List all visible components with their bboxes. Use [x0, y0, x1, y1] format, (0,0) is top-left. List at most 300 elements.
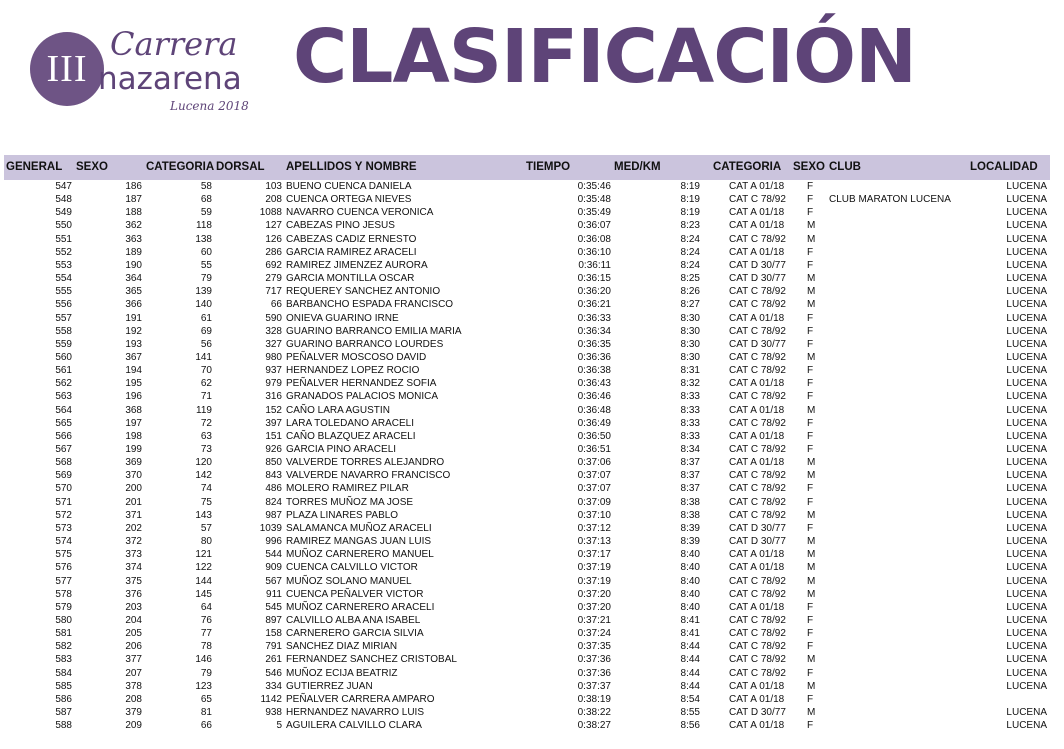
logo-numeral-badge: III: [30, 32, 104, 106]
cell-medkm: 8:26: [680, 286, 700, 298]
cell-categoria: CAT C 78/92: [729, 299, 786, 311]
cell-tiempo: 0:36:50: [577, 430, 611, 442]
cell-medkm: 8:38: [680, 496, 700, 508]
cell-categoria-pos: 65: [200, 693, 212, 705]
cell-tiempo: 0:37:36: [577, 667, 611, 679]
cell-tiempo: 0:36:43: [577, 378, 611, 390]
cell-categoria: CAT D 30/77: [729, 707, 786, 718]
cell-nombre: GUARINO BARRANCO EMILIA MARIA: [286, 325, 462, 337]
cell-sexo: F: [807, 207, 814, 219]
cell-dorsal: 850: [265, 457, 282, 469]
cell-medkm: 8:32: [680, 378, 700, 390]
cell-categoria-pos: 68: [200, 194, 212, 206]
cell-sexo-pos: 192: [125, 325, 142, 337]
cell-tiempo: 0:35:46: [577, 181, 611, 192]
cell-dorsal: 567: [265, 575, 282, 587]
cell-tiempo: 0:36:11: [578, 259, 611, 271]
cell-categoria: CAT D 30/77: [729, 338, 786, 350]
cell-localidad: LUCENA: [1006, 522, 1047, 534]
cell-dorsal: 158: [265, 628, 282, 640]
cell-categoria: CAT A 01/18: [729, 680, 785, 692]
cell-medkm: 8:39: [680, 536, 700, 548]
cell-nombre: RAMIREZ JIMENZEZ AURORA: [286, 259, 428, 271]
cell-general: 577: [55, 575, 72, 587]
race-logo: [30, 25, 260, 113]
cell-nombre: MOLERO RAMIREZ PILAR: [286, 483, 409, 495]
cell-general: 587: [55, 707, 72, 718]
cell-sexo-pos: 373: [125, 549, 142, 561]
cell-categoria: CAT D 30/77: [729, 536, 786, 548]
cell-localidad: LUCENA: [1006, 536, 1047, 548]
table-row: [0, 246, 1064, 259]
cell-sexo-pos: 375: [125, 575, 142, 587]
col-header-general: GENERAL: [6, 161, 63, 173]
cell-sexo-pos: 366: [125, 299, 142, 311]
cell-tiempo: 0:37:06: [577, 457, 611, 469]
col-header-sexo: SEXO: [76, 161, 108, 173]
cell-nombre: SANCHEZ DIAZ MIRIAN: [286, 641, 398, 653]
cell-localidad: LUCENA: [1006, 628, 1047, 640]
cell-categoria: CAT C 78/92: [729, 286, 786, 298]
cell-medkm: 8:19: [680, 194, 700, 206]
cell-categoria-pos: 76: [200, 614, 212, 626]
cell-dorsal: 151: [265, 430, 282, 442]
cell-nombre: ONIEVA GUARINO IRNE: [286, 312, 399, 324]
table-row: [0, 180, 1064, 193]
cell-sexo: F: [807, 444, 814, 455]
logo-text-lucena: Lucena 2018: [170, 99, 249, 113]
cell-tiempo: 0:36:07: [577, 220, 611, 232]
cell-categoria-pos: 66: [200, 720, 212, 732]
cell-sexo: M: [807, 588, 816, 600]
cell-dorsal: 937: [265, 365, 282, 377]
cell-medkm: 8:33: [680, 404, 700, 416]
cell-sexo-pos: 208: [125, 693, 142, 705]
cell-categoria: CAT C 78/92: [729, 588, 786, 600]
cell-sexo: F: [807, 246, 814, 258]
cell-localidad: LUCENA: [1006, 299, 1047, 311]
cell-dorsal: 328: [265, 325, 282, 337]
cell-localidad: LUCENA: [1006, 614, 1047, 626]
cell-categoria-pos: 119: [196, 404, 212, 416]
cell-tiempo: 0:37:13: [577, 536, 611, 548]
table-row: [0, 469, 1064, 482]
cell-medkm: 8:39: [680, 522, 700, 534]
cell-categoria: CAT C 78/92: [729, 575, 786, 587]
cell-medkm: 8:40: [680, 601, 700, 613]
cell-categoria: CAT C 78/92: [729, 351, 786, 363]
cell-localidad: LUCENA: [1006, 207, 1047, 219]
cell-sexo-pos: 199: [125, 444, 142, 455]
cell-nombre: NAVARRO CUENCA VERONICA: [286, 207, 434, 219]
cell-general: 565: [55, 417, 72, 429]
table-row: [0, 233, 1064, 246]
cell-nombre: CAÑO LARA AGUSTIN: [286, 404, 390, 416]
cell-dorsal: 103: [265, 181, 282, 192]
cell-localidad: LUCENA: [1006, 404, 1047, 416]
cell-sexo-pos: 368: [125, 404, 142, 416]
cell-localidad: LUCENA: [1006, 273, 1047, 285]
cell-dorsal: 590: [265, 312, 282, 324]
cell-medkm: 8:24: [680, 246, 700, 258]
cell-categoria-pos: 79: [200, 273, 212, 285]
table-header: [4, 155, 1050, 180]
cell-tiempo: 0:37:20: [577, 601, 611, 613]
cell-categoria: CAT C 78/92: [729, 194, 786, 206]
cell-localidad: LUCENA: [1006, 220, 1047, 232]
cell-categoria-pos: 71: [200, 391, 212, 403]
cell-general: 585: [55, 680, 72, 692]
table-row: [0, 522, 1064, 535]
cell-dorsal: 980: [265, 351, 282, 363]
cell-categoria-pos: 81: [200, 707, 212, 718]
cell-sexo-pos: 379: [125, 707, 142, 718]
cell-general: 561: [55, 365, 72, 377]
cell-medkm: 8:30: [680, 325, 700, 337]
cell-dorsal: 5: [276, 720, 282, 732]
cell-tiempo: 0:36:48: [577, 404, 611, 416]
cell-dorsal: 397: [265, 417, 282, 429]
cell-medkm: 8:44: [680, 680, 700, 692]
cell-sexo: F: [807, 483, 814, 495]
cell-localidad: LUCENA: [1006, 588, 1047, 600]
cell-general: 583: [55, 654, 72, 666]
cell-nombre: GARCIA RAMIREZ ARACELI: [286, 246, 417, 258]
cell-sexo: M: [807, 273, 816, 285]
cell-categoria: CAT A 01/18: [729, 404, 785, 416]
cell-sexo-pos: 203: [125, 601, 142, 613]
cell-nombre: MUÑOZ SOLANO MANUEL: [286, 575, 412, 587]
cell-general: 551: [55, 233, 72, 245]
cell-localidad: LUCENA: [1006, 641, 1047, 653]
cell-sexo: M: [807, 509, 816, 521]
cell-categoria: CAT A 01/18: [729, 693, 785, 705]
cell-dorsal: 897: [265, 614, 282, 626]
cell-general: 567: [55, 444, 72, 455]
cell-dorsal: 987: [265, 509, 282, 521]
cell-nombre: CABEZAS CADIZ ERNESTO: [286, 233, 417, 245]
cell-sexo: M: [807, 404, 816, 416]
cell-nombre: TORRES MUÑOZ MA JOSE: [286, 496, 414, 508]
cell-categoria: CAT D 30/77: [729, 522, 786, 534]
cell-sexo-pos: 206: [125, 641, 142, 653]
cell-categoria: CAT C 78/92: [729, 496, 786, 508]
cell-medkm: 8:55: [680, 707, 700, 718]
cell-medkm: 8:41: [680, 628, 700, 640]
cell-general: 580: [55, 614, 72, 626]
cell-localidad: LUCENA: [1006, 680, 1047, 692]
cell-sexo-pos: 204: [125, 614, 142, 626]
cell-general: 549: [55, 207, 72, 219]
cell-sexo-pos: 188: [125, 207, 142, 219]
cell-sexo-pos: 365: [125, 286, 142, 298]
table-row: [0, 509, 1064, 522]
cell-sexo-pos: 374: [125, 562, 142, 574]
cell-nombre: RAMIREZ MANGAS JUAN LUIS: [286, 536, 432, 548]
cell-sexo: M: [807, 220, 816, 232]
cell-medkm: 8:24: [680, 233, 700, 245]
cell-localidad: LUCENA: [1006, 667, 1047, 679]
cell-localidad: LUCENA: [1006, 181, 1047, 192]
cell-categoria: CAT C 78/92: [729, 614, 786, 626]
table-row: [0, 443, 1064, 456]
table-row: [0, 390, 1064, 403]
cell-sexo-pos: 198: [125, 430, 142, 442]
cell-dorsal: 544: [265, 549, 282, 561]
cell-tiempo: 0:37:21: [577, 614, 611, 626]
cell-tiempo: 0:38:27: [577, 720, 611, 732]
cell-nombre: LARA TOLEDANO ARACELI: [286, 417, 415, 429]
table-row: [0, 575, 1064, 588]
cell-nombre: CUENCA PEÑALVER VICTOR: [286, 588, 424, 600]
cell-tiempo: 0:37:07: [577, 470, 611, 482]
cell-sexo: M: [807, 562, 816, 574]
cell-sexo: F: [807, 720, 814, 732]
cell-sexo: M: [807, 707, 816, 718]
cell-general: 575: [55, 549, 72, 561]
cell-localidad: LUCENA: [1006, 562, 1047, 574]
cell-localidad: LUCENA: [1006, 430, 1047, 442]
cell-nombre: VALVERDE TORRES ALEJANDRO: [286, 457, 445, 469]
table-row: [0, 377, 1064, 390]
cell-nombre: BUENO CUENCA DANIELA: [286, 181, 412, 192]
cell-general: 576: [55, 562, 72, 574]
cell-sexo: F: [807, 693, 814, 705]
cell-sexo-pos: 362: [125, 220, 142, 232]
cell-categoria: CAT D 30/77: [729, 273, 786, 285]
cell-general: 554: [55, 273, 72, 285]
cell-localidad: LUCENA: [1006, 444, 1047, 455]
cell-general: 564: [55, 404, 72, 416]
cell-categoria-pos: 140: [195, 299, 212, 311]
cell-general: 562: [55, 378, 72, 390]
cell-sexo: F: [807, 614, 814, 626]
cell-categoria-pos: 142: [195, 470, 212, 482]
cell-sexo-pos: 376: [125, 588, 142, 600]
cell-categoria: CAT C 78/92: [729, 641, 786, 653]
cell-general: 586: [55, 693, 72, 705]
cell-medkm: 8:31: [680, 365, 700, 377]
cell-dorsal: 824: [265, 496, 282, 508]
cell-categoria: CAT A 01/18: [729, 312, 785, 324]
table-row: [0, 417, 1064, 430]
logo-text-carrera: Carrera: [110, 25, 238, 63]
cell-sexo-pos: 369: [125, 457, 142, 469]
table-row: [0, 496, 1064, 509]
cell-categoria: CAT D 30/77: [729, 259, 786, 271]
table-row: [0, 614, 1064, 627]
cell-sexo: M: [807, 470, 816, 482]
cell-sexo-pos: 363: [125, 233, 142, 245]
cell-medkm: 8:30: [680, 338, 700, 350]
cell-nombre: CAÑO BLAZQUEZ ARACELI: [286, 430, 416, 442]
cell-categoria-pos: 69: [200, 325, 212, 337]
col-header-sexo2: SEXO: [793, 161, 825, 173]
cell-medkm: 8:40: [680, 575, 700, 587]
table-row: [0, 456, 1064, 469]
cell-medkm: 8:33: [680, 391, 700, 403]
cell-tiempo: 0:36:36: [577, 351, 611, 363]
cell-localidad: LUCENA: [1006, 286, 1047, 298]
cell-sexo-pos: 370: [125, 470, 142, 482]
table-row: [0, 351, 1064, 364]
cell-tiempo: 0:37:19: [577, 575, 611, 587]
cell-categoria: CAT C 78/92: [729, 654, 786, 666]
cell-medkm: 8:27: [680, 299, 700, 311]
cell-categoria-pos: 143: [195, 509, 212, 521]
cell-sexo: M: [807, 549, 816, 561]
cell-localidad: LUCENA: [1006, 338, 1047, 350]
cell-localidad: LUCENA: [1006, 601, 1047, 613]
cell-general: 581: [55, 628, 72, 640]
cell-categoria-pos: 80: [200, 536, 212, 548]
cell-sexo: M: [807, 536, 816, 548]
cell-general: 588: [55, 720, 72, 732]
table-row: [0, 404, 1064, 417]
cell-general: 573: [55, 522, 72, 534]
cell-general: 568: [55, 457, 72, 469]
cell-localidad: LUCENA: [1006, 457, 1047, 469]
cell-medkm: 8:44: [680, 641, 700, 653]
cell-nombre: CUENCA CALVILLO VICTOR: [286, 562, 418, 574]
cell-sexo: F: [807, 194, 814, 206]
cell-categoria-pos: 74: [200, 483, 212, 495]
cell-dorsal: 327: [265, 338, 282, 350]
cell-nombre: HERNANDEZ LOPEZ ROCIO: [286, 365, 420, 377]
table-row: [0, 206, 1064, 219]
cell-dorsal: 1088: [259, 207, 282, 219]
cell-general: 566: [55, 430, 72, 442]
cell-sexo: M: [807, 233, 816, 245]
cell-nombre: HERNANDEZ NAVARRO LUIS: [286, 707, 424, 718]
cell-medkm: 8:34: [680, 444, 700, 455]
cell-tiempo: 0:38:22: [577, 707, 611, 718]
cell-medkm: 8:40: [680, 549, 700, 561]
cell-dorsal: 909: [265, 562, 282, 574]
cell-medkm: 8:41: [680, 614, 700, 626]
table-row: [0, 693, 1064, 706]
cell-medkm: 8:44: [680, 654, 700, 666]
cell-categoria: CAT C 78/92: [729, 365, 786, 377]
cell-nombre: PEÑALVER HERNANDEZ SOFIA: [286, 378, 437, 390]
cell-localidad: LUCENA: [1006, 351, 1047, 363]
cell-sexo-pos: 193: [125, 338, 142, 350]
cell-categoria-pos: 144: [195, 575, 212, 587]
cell-tiempo: 0:36:38: [577, 365, 611, 377]
cell-tiempo: 0:37:07: [577, 483, 611, 495]
cell-medkm: 8:33: [680, 417, 700, 429]
cell-sexo: F: [807, 312, 814, 324]
cell-localidad: LUCENA: [1006, 707, 1047, 718]
cell-sexo: M: [807, 654, 816, 666]
cell-categoria-pos: 75: [200, 496, 212, 508]
cell-sexo: F: [807, 259, 814, 271]
cell-localidad: LUCENA: [1006, 391, 1047, 403]
cell-sexo: F: [807, 496, 814, 508]
cell-medkm: 8:37: [680, 470, 700, 482]
cell-medkm: 8:37: [680, 483, 700, 495]
table-row: [0, 627, 1064, 640]
table-row: [0, 535, 1064, 548]
cell-general: 582: [55, 641, 72, 653]
cell-categoria-pos: 55: [200, 259, 212, 271]
cell-general: 569: [55, 470, 72, 482]
cell-categoria: CAT A 01/18: [729, 181, 785, 192]
cell-nombre: CALVILLO ALBA ANA ISABEL: [286, 614, 421, 626]
cell-tiempo: 0:36:21: [577, 299, 611, 311]
cell-nombre: VALVERDE NAVARRO FRANCISCO: [286, 470, 451, 482]
cell-sexo: F: [807, 417, 814, 429]
cell-tiempo: 0:36:10: [577, 246, 611, 258]
cell-dorsal: 911: [266, 588, 282, 600]
cell-nombre: FERNANDEZ SANCHEZ CRISTOBAL: [286, 654, 457, 666]
cell-categoria: CAT A 01/18: [729, 220, 785, 232]
cell-medkm: 8:30: [680, 312, 700, 324]
table-row: [0, 193, 1064, 206]
cell-sexo: F: [807, 338, 814, 350]
cell-tiempo: 0:36:33: [577, 312, 611, 324]
col-header-categoria2: CATEGORIA: [713, 161, 782, 173]
cell-dorsal: 261: [265, 654, 282, 666]
page-header: [0, 0, 1064, 150]
cell-sexo: M: [807, 680, 816, 692]
cell-dorsal: 279: [265, 273, 282, 285]
cell-sexo-pos: 371: [125, 509, 142, 521]
cell-sexo: F: [807, 391, 814, 403]
cell-categoria: CAT A 01/18: [729, 457, 785, 469]
cell-medkm: 8:30: [680, 351, 700, 363]
cell-categoria-pos: 139: [195, 286, 212, 298]
cell-tiempo: 0:37:36: [577, 654, 611, 666]
cell-categoria-pos: 59: [200, 207, 212, 219]
cell-sexo-pos: 367: [125, 351, 142, 363]
cell-tiempo: 0:36:15: [577, 273, 611, 285]
cell-sexo: F: [807, 181, 814, 192]
cell-medkm: 8:24: [680, 259, 700, 271]
cell-tiempo: 0:36:51: [577, 444, 611, 455]
cell-nombre: PEÑALVER MOSCOSO DAVID: [286, 351, 427, 363]
cell-tiempo: 0:37:17: [577, 549, 611, 561]
cell-general: 571: [55, 496, 72, 508]
cell-general: 563: [55, 391, 72, 403]
cell-nombre: CARNERERO GARCIA SILVIA: [286, 628, 424, 640]
cell-categoria-pos: 138: [195, 233, 212, 245]
cell-categoria: CAT C 78/92: [729, 391, 786, 403]
cell-localidad: LUCENA: [1006, 549, 1047, 561]
cell-categoria: CAT A 01/18: [729, 720, 785, 732]
col-header-tiempo: TIEMPO: [526, 161, 571, 173]
cell-categoria: CAT A 01/18: [729, 549, 785, 561]
cell-categoria: CAT C 78/92: [729, 667, 786, 679]
cell-localidad: LUCENA: [1006, 246, 1047, 258]
table-row: [0, 219, 1064, 232]
cell-dorsal: 938: [265, 707, 282, 718]
cell-medkm: 8:44: [680, 667, 700, 679]
cell-tiempo: 0:36:46: [577, 391, 611, 403]
cell-sexo-pos: 205: [125, 628, 142, 640]
cell-sexo: F: [807, 628, 814, 640]
cell-dorsal: 152: [265, 404, 282, 416]
cell-categoria: CAT C 78/92: [729, 483, 786, 495]
cell-categoria-pos: 79: [200, 667, 212, 679]
table-row: [0, 272, 1064, 285]
cell-medkm: 8:23: [680, 220, 700, 232]
cell-dorsal: 996: [265, 536, 282, 548]
cell-categoria: CAT A 01/18: [729, 246, 785, 258]
col-header-categoria: CATEGORIA: [146, 161, 215, 173]
col-header-dorsal: DORSAL: [216, 161, 265, 173]
cell-sexo-pos: 191: [125, 312, 142, 324]
